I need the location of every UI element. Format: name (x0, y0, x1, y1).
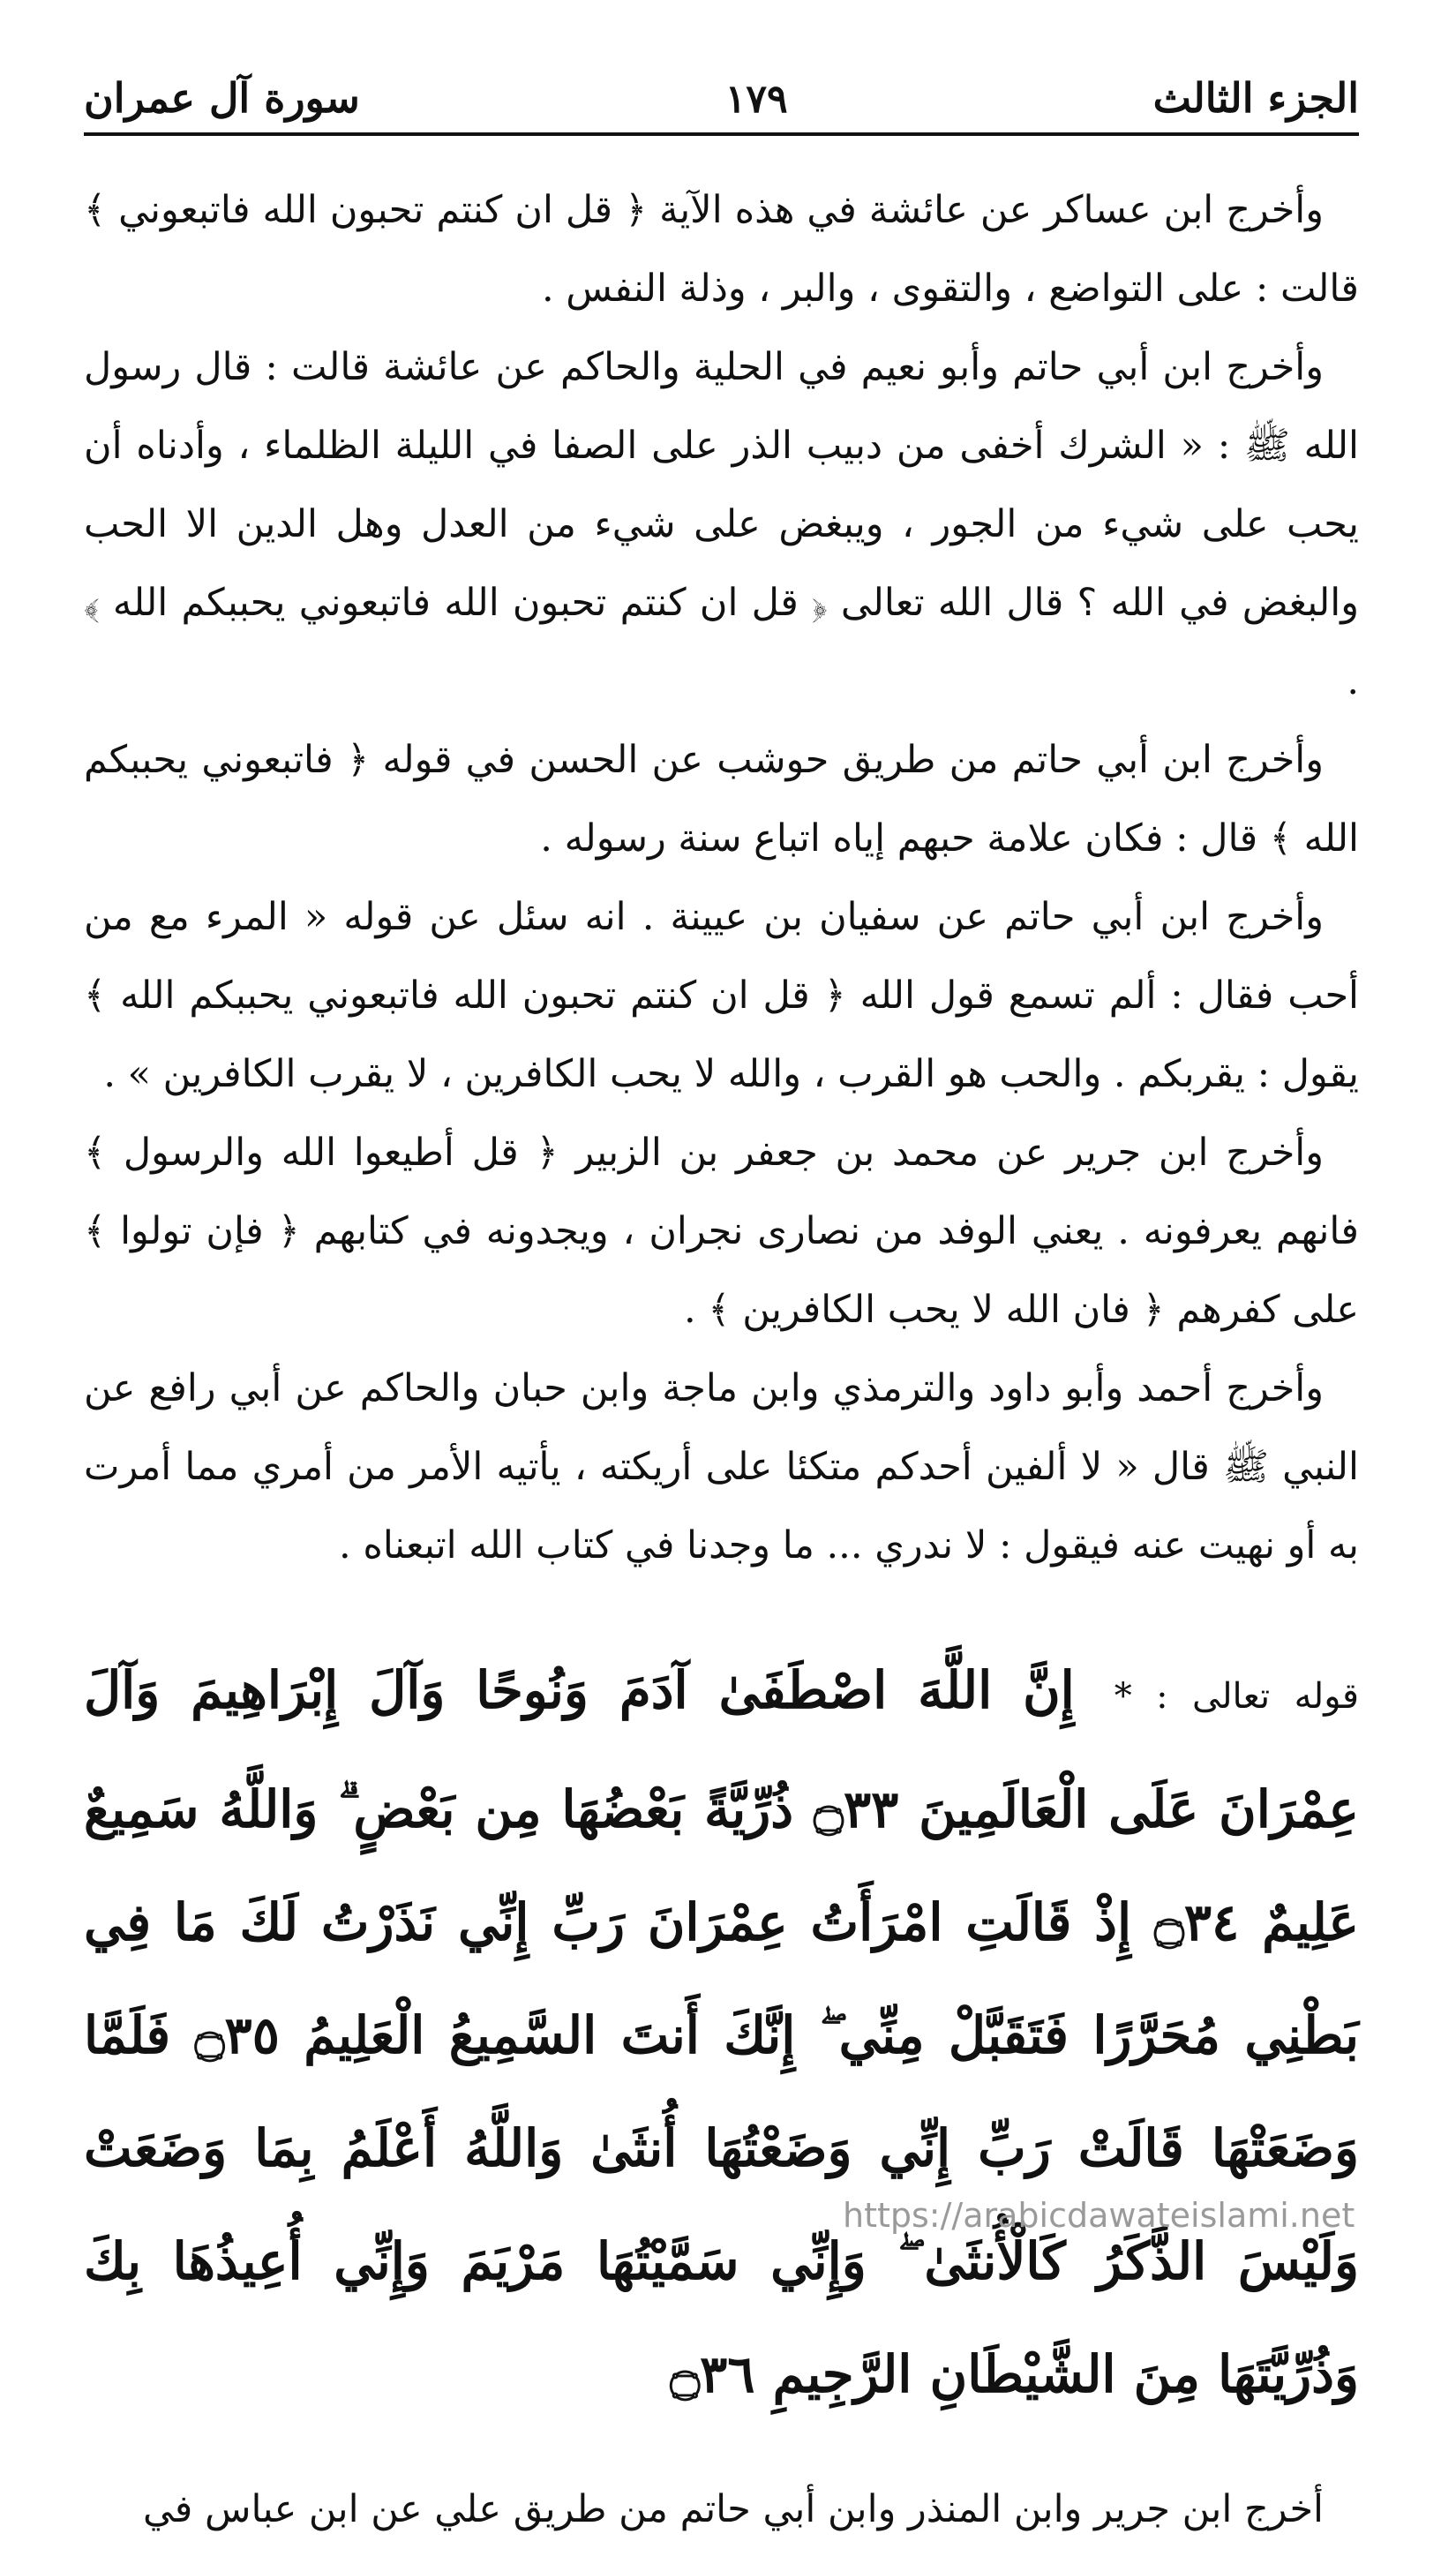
verse-intro: قوله تعالى : * (1114, 1676, 1360, 1717)
verse-text: إِنَّ اللَّهَ اصْطَفَىٰ آدَمَ وَنُوحًا وَآلَ إِبْرَاهِيمَ وَآلَ عِمْرَانَ عَلَى الْعَالَمِينَ ۝٣٣ ذُرِّيَّةً بَعْضُهَا مِن بَعْضٍ ۗ وَاللَّهُ سَمِيعٌ عَلِيمٌ ۝٣٤ إِذْ قَالَتِ امْرَأَتُ عِمْرَانَ رَبِّ إِنِّي نَذَرْتُ لَكَ مَا فِي بَطْنِي مُحَرَّرًا فَتَقَبَّلْ مِنِّي ۖ إِنَّكَ أَنتَ السَّمِيعُ الْعَلِيمُ ۝٣٥ فَلَمَّا وَضَعَتْهَا قَالَتْ رَبِّ إِنِّي وَضَعْتُهَا أُنثَىٰ وَاللَّهُ أَعْلَمُ بِمَا وَضَعَتْ وَلَيْسَ الذَّكَرُ كَالْأُنثَىٰ ۖ وَإِنِّي سَمَّيْتُهَا مَرْيَمَ وَإِنِّي أُعِيذُهَا بِكَ وَذُرِّيَّتَهَا مِنَ الشَّيْطَانِ الرَّجِيمِ ۝٣٦ (84, 1660, 1360, 2404)
watermark-url: https://arabicdawateislami.net (843, 2196, 1355, 2235)
juz-title: الجزء الثالث (1152, 74, 1359, 122)
page-header (84, 53, 1359, 122)
paragraph: وأخرج ابن أبي حاتم وأبو نعيم في الحلية والحاكم عن عائشة قالت : قال رسول الله ﷺ : « الشرك أخفى من دبيب الذر على الصفا في الليلة الظلماء ، وأدناه أن يحب على شيء من الجور ، ويبغض على شيء من العدل وهل الدين الا الحب والبغض في الله ؟ قال الله تعالى ﴿ قل ان كنتم تحبون الله فاتبعوني يحببكم الله ﴾ . (84, 345, 1359, 703)
header-rule (84, 132, 1359, 136)
following-paragraph: أخرج ابن جرير وابن المنذر وابن أبي حاتم من طريق علي عن ابن عباس في (142, 2487, 1324, 2531)
paragraph: وأخرج ابن عساكر عن عائشة في هذه الآية ﴿ قل ان كنتم تحبون الله فاتبعوني ﴾ قالت : على التواضع ، والتقوى ، والبر ، وذلة النفس . (84, 188, 1359, 311)
paragraph: وأخرج ابن جرير عن محمد بن جعفر بن الزبير ﴿ قل أطيعوا الله والرسول ﴾ فانهم يعرفونه . يعني الوفد من نصارى نجران ، ويجدونه في كتابهم ﴿ فإن تولوا ﴾ على كفرهم ﴿ فان الله لا يحب الكافرين ﴾ . (84, 1131, 1359, 1332)
quran-verse-block (84, 1634, 1359, 2431)
paragraph: وأخرج ابن أبي حاتم من طريق حوشب عن الحسن في قوله ﴿ فاتبعوني يحببكم الله ﴾ قال : فكان علامة حبهم إياه اتباع سنة رسوله . (84, 738, 1359, 861)
page-number: ١٧٩ (724, 77, 788, 122)
surah-title: سورة آل عمران (84, 74, 360, 122)
paragraph: وأخرج أحمد وأبو داود والترمذي وابن ماجة وابن حبان والحاكم عن أبي رافع عن النبي ﷺ قال « لا ألفين أحدكم متكئا على أريكته ، يأتيه الأمر من أمري مما أمرت به أو نهيت عنه فيقول : لا ندري ... ما وجدنا في كتاب الله اتبعناه . (84, 1366, 1359, 1568)
commentary-body (84, 171, 1359, 1585)
paragraph: وأخرج ابن أبي حاتم عن سفيان بن عيينة . انه سئل عن قوله « المرء مع من أحب فقال : ألم تسمع قول الله ﴿ قل ان كنتم تحبون الله فاتبعوني يحببكم الله ﴾ يقول : يقربكم . والحب هو القرب ، والله لا يحب الكافرين ، لا يقرب الكافرين » . (84, 895, 1359, 1096)
